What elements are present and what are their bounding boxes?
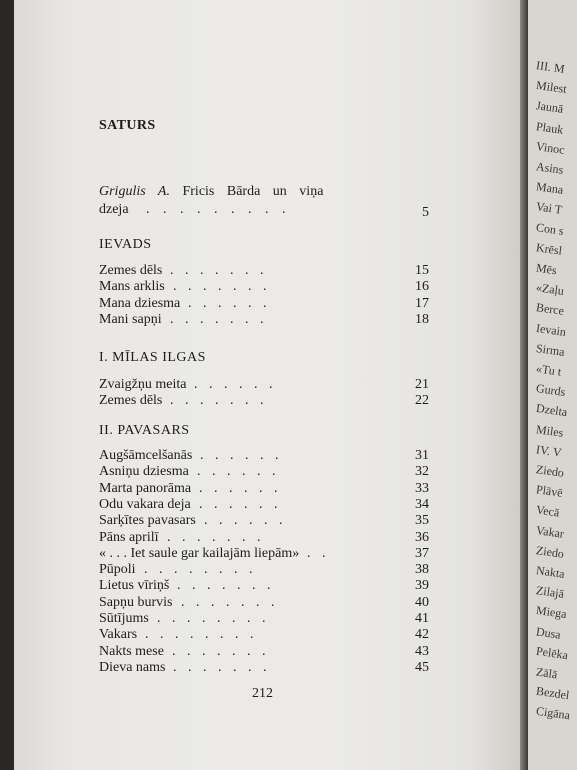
facing-page-text: Bezdel [535,683,571,703]
toc-entry [99,545,429,562]
entry-page: 31 [415,448,429,463]
facing-page-text: Dusa [535,623,562,642]
section-title-milas-ilgas: I. MĪLAS ILGAS [99,350,206,365]
entry-page: 38 [415,562,429,578]
intro-title-line1: Fricis Bārda un viņa [182,184,324,199]
leader-dots: . . . . . . [197,464,280,480]
entry-title: Odu vakara deja [99,496,191,512]
facing-page-text: «Zaļu [535,280,565,299]
toc-entry [99,278,429,295]
entry-title: Sūtījums [99,611,149,626]
leader-dots: . . . . . . . [170,311,268,327]
facing-page-text: IV. V [535,442,563,460]
toc-entry [99,480,429,497]
facing-page-text: Miles [535,421,565,440]
entry-title: Sapņu burvis [99,594,173,610]
facing-page-text: Pelēka [535,643,569,662]
facing-page-text: Ziedo [535,542,565,561]
leader-dots: . . . . . . [188,295,271,311]
entry-page: 17 [415,295,429,311]
book-spine [520,0,528,770]
entry-page: 18 [415,311,429,327]
leader-dots: . . . . . . [194,377,277,392]
entry-title: Mans arklis [99,279,165,295]
leader-dots: . . [307,545,330,561]
entry-page: 32 [415,464,429,480]
facing-page-text: Vinoc [535,138,566,157]
entry-title: Pāns aprilī [99,529,159,545]
entry-title: « . . . Iet saule gar kailajām liepām» [99,545,300,561]
facing-page-text: Mēs [535,260,558,278]
toc-entry [99,447,429,464]
intro-entry [99,183,429,219]
leader-dots: . . . . . . . [170,393,268,409]
toc-entry [99,295,429,312]
leader-dots: . . . . . . . [172,643,270,659]
facing-page-text: III. M [535,58,566,76]
entry-title: Marta panorāma [99,480,192,496]
entry-title: Mani sapņi [99,311,162,327]
facing-page-text: Gurds [535,381,567,400]
toc-entry [99,594,429,611]
toc-entry [99,512,429,529]
section-title-ievads: IEVADS [99,237,152,252]
leader-dots: . . . . . . . [181,594,279,610]
toc-entry [99,626,429,643]
entry-title: Dieva nams [99,659,166,675]
facing-page-text: Vai T [535,199,564,218]
entry-page: 33 [415,480,429,496]
leader-dots: . . . . . . . [173,659,271,675]
facing-page-text: Krēsl [535,240,563,258]
toc-entry [99,659,429,676]
leader-dots: . . . . . . . . [145,627,258,643]
entry-page: 45 [415,659,429,675]
leader-dots: . . . . . . . . [144,562,257,578]
entry-title: Nakts mese [99,643,164,659]
leader-dots: . . . . . . [199,496,282,512]
entry-page: 35 [415,513,429,529]
facing-page-text: Cigāna [535,704,571,723]
entry-title: Sarķītes pavasars [99,513,196,529]
facing-page-text: Ziedo [535,462,565,480]
entry-page: 42 [415,627,429,643]
toc-entry [99,561,429,578]
facing-page-text: Asins [535,159,565,177]
facing-page-text: Zālā [535,664,559,682]
entry-title: Pūpoli [99,562,136,578]
section-title-pavasars: II. PAVASARS [99,423,190,438]
entry-title: Lietus vīriņš [99,578,170,594]
entry-page: 37 [415,545,429,561]
entry-title: Zemes dēls [99,393,163,409]
facing-page-text: Zilajā [535,583,565,602]
facing-page-text: Dzelta [535,401,569,420]
leader-dots: . . . . . . [199,480,282,496]
entry-page: 34 [415,496,429,512]
entry-page: 36 [415,529,429,545]
contents-heading: SATURS [99,118,156,133]
intro-page: 5 [422,205,429,220]
toc-entry [99,577,429,594]
facing-page-text: Jaunā [535,98,565,117]
facing-page-text: Ievain [535,320,567,339]
leader-dots: . . . . . . [200,448,283,463]
toc-entry [99,463,429,480]
entry-page: 21 [415,377,429,392]
facing-page-text: Milest [535,78,568,97]
intro-leader-dots: . . . . . . . . . [146,202,291,217]
facing-page-text: Miega [535,603,568,622]
page-number: 212 [252,686,273,701]
facing-page-text: Vakar [535,522,565,541]
leader-dots: . . . . . . . [177,578,275,594]
entry-title: Asniņu dziesma [99,464,189,480]
entry-title: Augšāmcelšanās [99,448,193,463]
toc-entry [99,262,429,279]
facing-page-text: Plāvē [535,482,564,500]
entry-page: 22 [415,393,429,409]
facing-page-text: Berce [535,300,565,319]
intro-author: Grigulis A. [99,184,170,199]
toc-entry [99,529,429,546]
facing-page-text: Sirma [535,340,566,359]
facing-page-text: Nakta [535,563,566,581]
toc-entry [99,496,429,513]
entry-page: 40 [415,594,429,610]
facing-page-text: Con s [535,219,565,238]
facing-page-text: «Tu t [535,361,563,379]
intro-title-line2: dzeja [99,202,129,217]
entry-page: 41 [415,611,429,626]
entry-title: Zvaigžņu meita [99,377,187,392]
leader-dots: . . . . . . . [170,263,268,278]
entry-page: 43 [415,643,429,659]
toc-entry [99,643,429,660]
entry-title: Zemes dēls [99,263,163,278]
leader-dots: . . . . . . [204,513,287,529]
facing-page-text: Plauk [535,118,565,137]
leader-dots: . . . . . . . [173,279,271,295]
toc-entry [99,311,429,328]
entry-title: Mana dziesma [99,295,181,311]
entry-title: Vakars [99,627,138,643]
entry-page: 16 [415,279,429,295]
entry-page: 15 [415,263,429,278]
toc-entry [99,610,429,627]
leader-dots: . . . . . . . . [157,611,270,626]
toc-entry [99,392,429,409]
leader-dots: . . . . . . . [167,529,265,545]
toc-entry [99,376,429,393]
facing-page-text: Vecā [535,502,561,520]
facing-page-text: Mana [535,179,565,198]
entry-page: 39 [415,578,429,594]
facing-page [528,0,577,770]
